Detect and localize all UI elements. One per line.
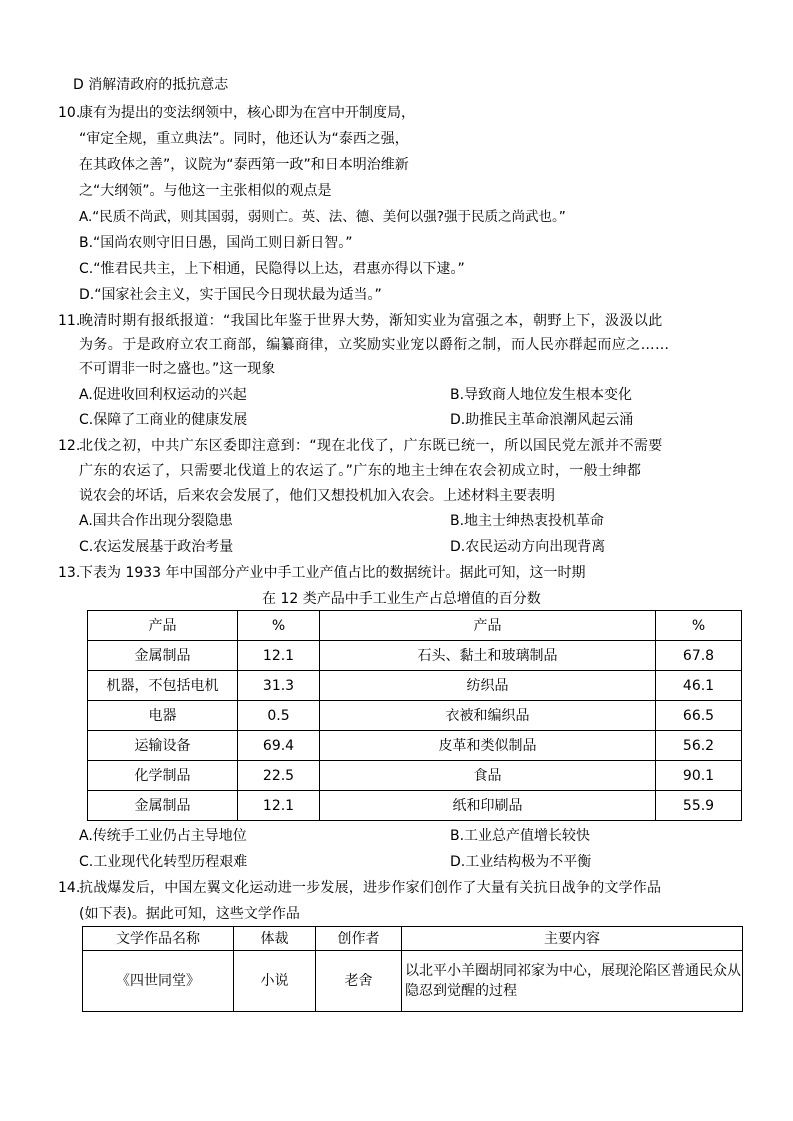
question-10-option-c: C.“惟君民共主，上下相通，民隐得以上达，君惠亦得以下逮。”: [79, 261, 465, 277]
table-cell: 纸和印刷品: [320, 791, 656, 821]
table-cell: 12.1: [238, 641, 320, 671]
table-cell: 食品: [320, 761, 656, 791]
question-12-option-a: A.国共合作出现分裂隐患: [79, 513, 233, 529]
question-10-stem-line: 在其政体之善”，议院为“泰西第一政”和日本明治维新: [79, 157, 409, 173]
table-title: 在 12 类产品中手工业生产占总增值的百分数: [262, 591, 541, 607]
handicraft-output-table: [87, 610, 742, 821]
table-cell: 90.1: [656, 761, 742, 791]
table-header-cell: %: [656, 611, 742, 641]
table-header-cell: %: [238, 611, 320, 641]
question-10-stem-line: 之“大纲领”。与他这一主张相似的观点是: [79, 183, 332, 199]
table-cell: 46.1: [656, 671, 742, 701]
table-header-cell: 文学作品名称: [83, 927, 234, 951]
table-cell: 67.8: [656, 641, 742, 671]
table-cell: 《四世同堂》: [83, 951, 234, 1012]
table-row: [88, 761, 742, 791]
question-11-number: 11.: [58, 313, 81, 329]
question-13-option-a: A.传统手工业仍占主导地位: [79, 828, 247, 844]
question-11-option-c: C.保障了工商业的健康发展: [79, 412, 248, 428]
table-cell: 66.5: [656, 701, 742, 731]
table-cell: 机器，不包括电机: [88, 671, 238, 701]
question-13-option-b: B.工业总产值增长较快: [450, 828, 591, 844]
question-14-stem-line: 抗战爆发后，中国左翼文化运动进一步发展，进步作家们创作了大量有关抗日战争的文学作品: [79, 880, 662, 896]
table-cell: 电器: [88, 701, 238, 731]
question-11-option-d: D.助推民主革命浪潮风起云涌: [450, 412, 634, 428]
question-13-stem: 下表为 1933 年中国部分产业中手工业产值占比的数据统计。据此可知，这一时期: [79, 565, 586, 581]
table-cell: 56.2: [656, 731, 742, 761]
question-12-option-d: D.农民运动方向出现背离: [450, 539, 606, 555]
question-10-number: 10.: [58, 105, 81, 121]
table-cell: 以北平小羊圈胡同祁家为中心，展现沦陷区普通民众从隐忍到觉醒的过程: [402, 951, 743, 1012]
question-13-option-c: C.工业现代化转型历程艰难: [79, 854, 248, 870]
table-header-row: [83, 927, 743, 951]
prev-option-d: D 消解清政府的抵抗意志: [73, 77, 229, 93]
table-cell: 金属制品: [88, 641, 238, 671]
table-header-cell: 产品: [88, 611, 238, 641]
table-row: [88, 791, 742, 821]
question-12-stem-line: 说农会的坏话，后来农会发展了，他们又想投机加入农会。上述材料主要表明: [79, 488, 555, 504]
question-12-number: 12.: [58, 438, 81, 454]
question-11-stem-line: 为务。于是政府立农工商部，编纂商律，立奖励实业宠以爵衔之制，而人民亦群起而应之……: [79, 337, 670, 353]
literary-works-table: [82, 926, 743, 1012]
question-13-number: 13.: [58, 565, 81, 581]
table-cell: 小说: [234, 951, 316, 1012]
table-cell: 69.4: [238, 731, 320, 761]
table-cell: 55.9: [656, 791, 742, 821]
question-12-option-c: C.农运发展基于政治考量: [79, 539, 234, 555]
table-header-cell: 创作者: [316, 927, 402, 951]
question-11-option-a: A.促进收回利权运动的兴起: [79, 387, 247, 403]
question-12-stem-line: 北伐之初，中共广东区委即注意到：“现在北伐了，广东既已统一，所以国民党左派并不需要: [79, 438, 663, 454]
table-header-cell: 体裁: [234, 927, 316, 951]
table-cell: 石头、黏土和玻璃制品: [320, 641, 656, 671]
table-row: [88, 701, 742, 731]
table-cell: 化学制品: [88, 761, 238, 791]
question-10-option-a: A.“民质不尚武，则其国弱，弱则亡。英、法、德、美何以强?强于民质之尚武也。”: [79, 209, 566, 225]
table-header-cell: 主要内容: [402, 927, 743, 951]
question-10-option-b: B.“国尚农则守旧日愚，国尚工则日新日智。”: [79, 235, 353, 251]
table-cell: 金属制品: [88, 791, 238, 821]
table-cell: 22.5: [238, 761, 320, 791]
table-header-cell: 产品: [320, 611, 656, 641]
question-13-option-d: D.工业结构极为不平衡: [450, 854, 592, 870]
table-header-row: [88, 611, 742, 641]
question-10-stem-line: “审定全规，重立典法”。同时，他还认为“泰西之强，: [79, 131, 409, 147]
table-cell: 0.5: [238, 701, 320, 731]
table-cell: 运输设备: [88, 731, 238, 761]
question-11-stem-line: 晚清时期有报纸报道：“我国比年鉴于世界大势，渐知实业为富强之本，朝野上下，汲汲以此: [79, 313, 663, 329]
question-10-option-d: D.“国家社会主义，实于国民今日现状最为适当。”: [79, 287, 382, 303]
question-10-stem-line: 康有为提出的变法纲领中，核心即为在宫中开制度局，: [79, 105, 415, 121]
table-cell: 老舍: [316, 951, 402, 1012]
table-row: [88, 671, 742, 701]
table-cell: 31.3: [238, 671, 320, 701]
table-cell: 纺织品: [320, 671, 656, 701]
table-cell: 皮革和类似制品: [320, 731, 656, 761]
question-14-stem-line: (如下表)。据此可知，这些文学作品: [79, 906, 300, 922]
table-row: [83, 951, 743, 1012]
question-14-number: 14.: [58, 880, 81, 896]
question-11-stem-line: 不可谓非一时之盛也。”这一现象: [79, 361, 276, 377]
question-11-option-b: B.导致商人地位发生根本变化: [450, 387, 633, 403]
question-12-stem-line: 广东的农运了，只需要北伐道上的农运了。”广东的地主士绅在农会初成立时，一般士绅都: [79, 463, 642, 479]
table-row: [88, 641, 742, 671]
table-cell: 衣被和编织品: [320, 701, 656, 731]
question-12-option-b: B.地主士绅热衷投机革命: [450, 513, 605, 529]
table-cell: 12.1: [238, 791, 320, 821]
table-row: [88, 731, 742, 761]
